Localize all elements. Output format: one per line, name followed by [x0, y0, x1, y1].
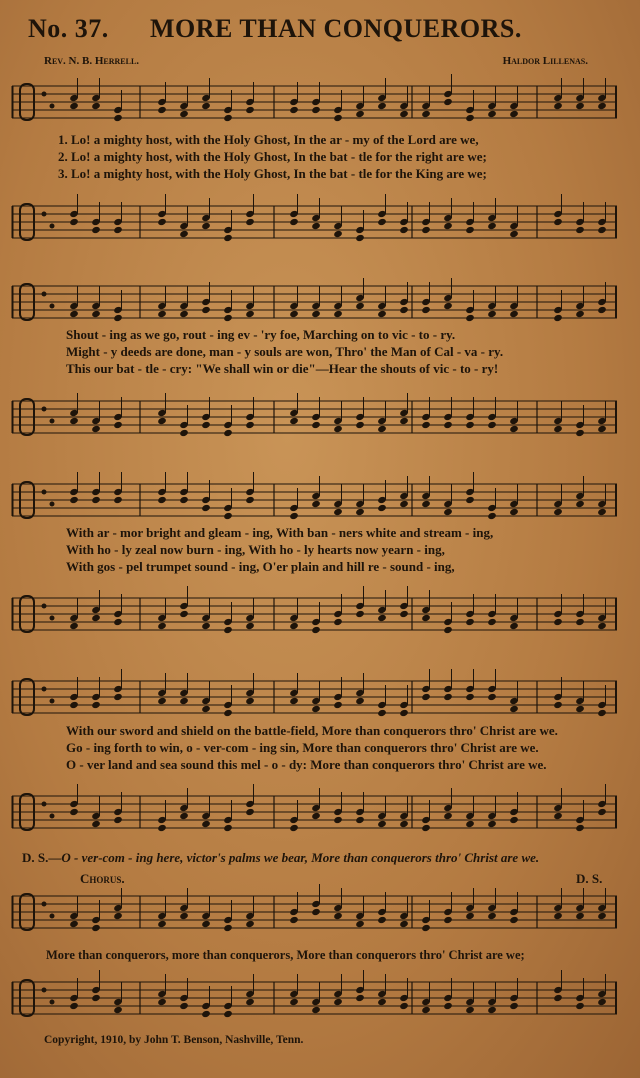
- ds-mark: D. S.: [576, 871, 603, 886]
- bass-staff-1: [12, 200, 617, 246]
- bass-staff-4: [12, 790, 617, 836]
- treble-staff-2: [12, 280, 617, 326]
- chorus-label: Chorus.: [80, 871, 125, 886]
- ds-verse-line: [22, 850, 539, 866]
- verse-line-1-3: 3. Lo! a mighty host, with the Holy Ghost, In the bat - tle for the King are we;: [58, 166, 487, 181]
- verse-line-3-1: With ar - mor bright and gleam - ing, With ban - ners white and stream - ing,: [66, 525, 494, 540]
- bass-staff-5: [12, 976, 617, 1022]
- verse-line-4-3: O - ver land and sea sound this mel - o - dy: More than conquerors thro' Christ are we.: [66, 757, 547, 772]
- treble-staff-5: [12, 890, 617, 936]
- verse-line-3-2: With ho - ly zeal now burn - ing, With ho - ly hearts now yearn - ing,: [66, 542, 445, 557]
- verse-line-1-2: 2. Lo! a mighty host, with the Holy Ghost, In the bat - tle for the right are we;: [58, 149, 487, 164]
- bass-staff-2: [12, 395, 617, 441]
- chorus-line: More than conquerors, more than conquerors, More than conquerors thro' Christ are we;: [46, 948, 525, 962]
- hymn-number: No. 37.: [28, 14, 109, 43]
- treble-staff-4: [12, 675, 617, 721]
- lyricist-credit: Rev. N. B. Herrell.: [44, 55, 140, 67]
- verse-line-3-3: With gos - pel trumpet sound - ing, O'er plain and hill re - sound - ing,: [66, 559, 455, 574]
- verse-line-2-1: Shout - ing as we go, rout - ing ev - 'ry foe, Marching on to vic - to - ry.: [66, 327, 456, 342]
- hymn-title: MORE THAN CONQUERORS.: [150, 14, 522, 43]
- verse-line-2-3: This our bat - tle - cry: "We shall win or die"—Hear the shouts of vic - to - ry!: [66, 361, 499, 376]
- ds-prefix: D. S.—: [22, 850, 62, 865]
- ds-text: O - ver-com - ing here, victor's palms we bear, More than conquerors thro' Christ are we.: [61, 850, 540, 865]
- verse-line-1-1: 1. Lo! a mighty host, with the Holy Ghost, In the ar - my of the Lord are we,: [58, 132, 479, 147]
- verse-line-4-2: Go - ing forth to win, o - ver-com - ing sin, More than conquerors thro' Christ are we.: [66, 740, 539, 755]
- verse-line-4-1: With our sword and shield on the battle-field, More than conquerors thro' Christ are we.: [66, 723, 558, 738]
- bass-staff-3: [12, 592, 617, 638]
- treble-staff-3: [12, 478, 617, 524]
- treble-staff-1: [12, 80, 617, 126]
- verse-line-2-2: Might - y deeds are done, man - y souls are won, Thro' the Man of Cal - va - ry.: [66, 344, 504, 359]
- composer-credit: Haldor Lillenas.: [502, 55, 588, 67]
- copyright-notice: Copyright, 1910, by John T. Benson, Nashville, Tenn.: [44, 1034, 304, 1046]
